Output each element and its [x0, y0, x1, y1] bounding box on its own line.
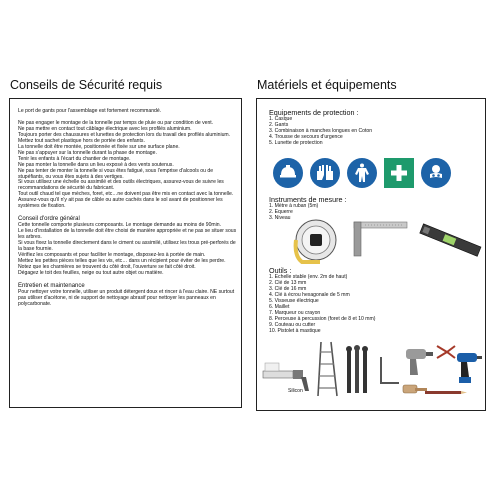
- maintenance-line: Pour nettoyer votre tonnelle, utiliser un produit détergent doux et rincer à l'eau claire. NE surtout pas utiliser d'acétone, ni de support de nettoyage abrasif pour nettoyer les panneaux en polycarbonate.: [18, 288, 235, 307]
- general-line: Le lieu d'installation de la tonnelle doit être choisi de manière appropriée et ne pas se situer sous les arbres.: [18, 228, 237, 241]
- safety-line: Tenir les enfants à l'écart du chantier de montage.: [18, 155, 131, 162]
- tools-list: [269, 275, 469, 335]
- tape-measure-icon: [290, 216, 342, 266]
- list-item: 4. Trousse de secours d'urgence: [269, 133, 343, 140]
- left-page-title: Conseils de Sécurité requis: [10, 78, 163, 92]
- gloves-icon: [310, 158, 340, 188]
- measure-title: Instruments de mesure :: [269, 195, 347, 204]
- tools-title: Outils :: [269, 266, 292, 275]
- list-item: 2. Clé de 13 mm: [269, 279, 307, 286]
- helmet-icon: [273, 158, 303, 188]
- equipment-box: [256, 98, 486, 411]
- list-item: 3. Clé de 16 mm: [269, 285, 307, 292]
- safety-line: Ne pas tenter de monter la tonnelle si vous êtes fatigué, sous l'emprise d'alcools ou de stupéfiants, ou vous êtes sujets à des vertiges.: [18, 167, 214, 180]
- safety-line: La tonnelle doit être montée, positionnée et fixée sur une surface plane.: [18, 143, 180, 150]
- safety-line: Ne pas monter la tonnelle dans un lieu exposé à des vents soutenus.: [18, 161, 174, 168]
- safety-line: Ne pas s'appuyer sur la tonnelle durant la phase de montage.: [18, 149, 157, 156]
- pencil-icon: [423, 389, 469, 397]
- protection-title: Equipements de protection :: [269, 108, 359, 117]
- hex-key-icon: [377, 353, 403, 391]
- safety-line: Ne pas engager le montage de la tonnelle par temps de pluie ou par condition de vent.: [18, 119, 214, 126]
- list-item: 6. Maillet: [269, 303, 290, 310]
- screwdriver-drill-icon: [453, 347, 483, 389]
- general-line: Mettez les petites pièces telles que les vis, etc… dans un récipient pour éviter de les perdre.: [18, 257, 226, 264]
- tools-section: [269, 267, 469, 335]
- general-line: Notez que les charnières se trouvent du côté droit, l'ouverture se fait côté droit.: [18, 263, 196, 270]
- general-line: Vérifiez les composants et pour faciliter le montage, disposez-les à portée de main.: [18, 252, 206, 259]
- protection-section: [269, 109, 474, 147]
- drill-icon: [402, 343, 434, 383]
- safety-line: Si vous utilisez une échelle ou assimilé et des outils électriques, assurez-vous de suivre les recommandations de sécurité du fabricant.: [18, 179, 224, 192]
- list-item: 2. Gants: [269, 121, 289, 128]
- list-item: 3. Combinaison à manches longues en Coton: [269, 127, 373, 134]
- safety-line: Assurez-vous qu'il n'y ait pas de câble ou autre cachés dans le sol avant de positionner les systèmes de fixation.: [18, 197, 223, 210]
- safety-line: Tout outil chaud tel que mèches, foret, etc…ne doivent pas être mis en contact avec la tonnelle.: [18, 191, 234, 198]
- maintenance-title: Entretien et maintenance: [18, 282, 85, 289]
- general-line: Si vous fixez la tonnelle directement dans le ciment ou assimilé, utilisez les trous pré-perforés de la base fournie.: [18, 240, 236, 253]
- safety-signs: [273, 158, 451, 188]
- list-item: 7. Marqueur ou crayon: [269, 309, 321, 316]
- list-item: 5. Visseuse électrique: [269, 297, 319, 304]
- list-item: 1. Echelle stable (env. 2m de haut): [269, 274, 348, 280]
- coverall-icon: [347, 158, 377, 188]
- safety-line: Mettez tout sachet plastique hors de portée des enfants.: [18, 137, 145, 144]
- protection-list: [269, 117, 474, 147]
- general-line: Cette tonnelle comporte plusieurs composants. Le montage demande au moins de 90min.: [18, 222, 222, 229]
- safety-box: [9, 98, 242, 408]
- list-item: 10. Pistolet à mastique: [269, 327, 321, 334]
- list-item: 1. Mètre à ruban (5m): [269, 203, 319, 209]
- square-icon: [353, 220, 408, 258]
- goggles-icon: [421, 158, 451, 188]
- safety-line: Le port de gants pour l'assemblage est fortement recommandé.: [18, 108, 162, 114]
- ladder-icon: [317, 340, 339, 398]
- safety-line: Toujours porter des chaussures et lunettes de protection lors du travail des profilés aluminium.: [18, 131, 231, 138]
- list-item: 3. Niveau: [269, 214, 291, 221]
- list-item: 8. Perceuse à percussion (foret de 8 et 10 mm): [269, 315, 376, 322]
- spirit-level-icon: [417, 221, 483, 261]
- right-page-title: Matériels et équipements: [257, 78, 397, 92]
- wrenches-icon: [343, 345, 373, 397]
- safety-text: [18, 109, 237, 308]
- list-item: 9. Couteau ou cutter: [269, 321, 316, 328]
- first-aid-icon: [384, 158, 414, 188]
- list-item: 5. Lunette de protection: [269, 139, 323, 146]
- general-line: Dégagez le toit des feuilles, neige ou tout autre objet ou matière.: [18, 269, 164, 276]
- list-item: 2. Equerre: [269, 208, 293, 215]
- list-item: 4. Clé à écrou hexagonale de 5 mm: [269, 291, 350, 298]
- list-item: 1. Casque: [269, 116, 293, 122]
- general-advice-title: Conseil d'ordre général: [18, 216, 80, 223]
- safety-line: Ne pas mettre en contact tout câblage électrique avec les profilés aluminium.: [18, 125, 192, 132]
- caulking-gun-icon: [261, 349, 313, 395]
- silicon-label: Silicon: [288, 388, 303, 394]
